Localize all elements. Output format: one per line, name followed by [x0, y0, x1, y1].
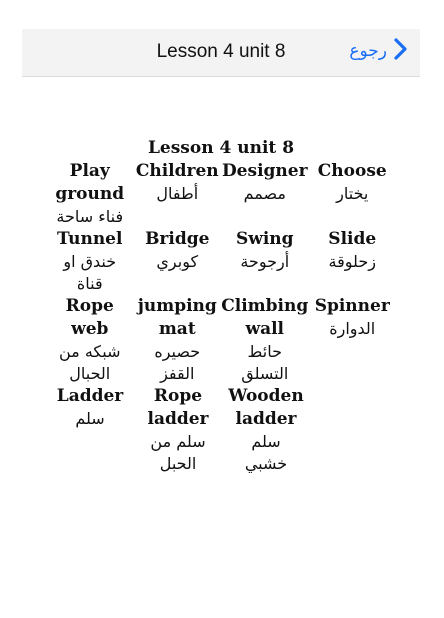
- content-title: Lesson 4 unit 8: [147, 138, 295, 158]
- english-word: [309, 295, 397, 318]
- vocabulary-grid: [46, 160, 396, 475]
- arabic-word-line: سلم: [75, 409, 105, 428]
- arabic-word-line: خشبي: [244, 454, 288, 473]
- arabic-word-line: القفز: [160, 364, 195, 383]
- arabic-word-line: قناة: [76, 274, 103, 293]
- english-word: [221, 295, 309, 341]
- vocab-cell: [221, 228, 309, 295]
- english-word: [134, 228, 222, 251]
- arabic-word-line: كوبري: [156, 252, 199, 271]
- english-word-line: Tunnel: [57, 229, 123, 249]
- vocab-cell: [221, 160, 309, 228]
- vocab-cell: [134, 385, 222, 475]
- english-word-line: wall: [245, 319, 285, 339]
- english-word-line: Ladder: [56, 386, 124, 406]
- english-word-line: Designer: [221, 161, 308, 181]
- arabic-word: [46, 206, 134, 228]
- arabic-word: [221, 251, 309, 273]
- english-word: [46, 295, 134, 341]
- arabic-word-line: زحلوقة: [328, 252, 376, 271]
- english-word-line: ground: [55, 184, 125, 204]
- english-word: [46, 228, 134, 251]
- arabic-word-line: مصمم: [243, 184, 286, 203]
- arabic-word-line: سلم: [251, 432, 281, 451]
- arabic-word-line: أطفال: [156, 184, 199, 203]
- english-word: [309, 160, 397, 183]
- vocab-cell: [134, 295, 222, 385]
- english-word-line: Bridge: [145, 229, 210, 249]
- english-word: [221, 228, 309, 251]
- arabic-word: [46, 251, 134, 295]
- back-button[interactable]: [349, 37, 408, 65]
- arabic-word: [134, 183, 222, 205]
- english-word-line: mat: [158, 319, 196, 339]
- vocab-cell: [46, 160, 134, 228]
- arabic-word-line: التسلق: [241, 364, 289, 383]
- english-word-line: Climbing: [221, 296, 309, 316]
- lesson-content: [46, 138, 396, 475]
- english-word-line: Play: [69, 161, 110, 181]
- arabic-word-line: شبكه من: [59, 342, 121, 361]
- arabic-word-line: يختار: [336, 184, 369, 203]
- arabic-word-line: سلم من: [150, 432, 206, 451]
- english-word-line: Swing: [235, 229, 294, 249]
- arabic-word-line: الحبال: [69, 364, 111, 383]
- arabic-word: [134, 341, 222, 385]
- vocab-cell: [222, 385, 310, 475]
- arabic-word: [309, 318, 397, 340]
- english-word: [222, 385, 310, 431]
- arabic-word: [221, 183, 309, 205]
- english-word-line: jumping: [137, 296, 217, 316]
- english-word-line: Children: [135, 161, 219, 181]
- vocab-row: [46, 228, 396, 295]
- vocab-cell: [134, 160, 222, 228]
- english-word-line: ladder: [235, 409, 297, 429]
- arabic-word: [309, 251, 397, 273]
- arabic-word-line: حائط: [247, 342, 282, 361]
- vocab-cell: [46, 228, 134, 295]
- arabic-word-line: الدوارة: [329, 319, 376, 338]
- arabic-word: [46, 408, 134, 430]
- navigation-bar: [22, 29, 420, 77]
- english-word: [46, 385, 134, 408]
- vocab-cell: [46, 295, 134, 385]
- english-word: [134, 385, 222, 431]
- arabic-word: [134, 251, 222, 273]
- vocab-cell: [46, 385, 134, 475]
- arabic-word-line: الحبل: [159, 454, 197, 473]
- english-word: [134, 160, 222, 183]
- english-word: [221, 160, 309, 183]
- arabic-word-line: خندق او: [63, 252, 117, 271]
- arabic-word-line: أرجوحة: [240, 252, 290, 271]
- english-word-line: Rope web: [65, 296, 114, 339]
- english-word-line: Spinner: [314, 296, 390, 316]
- chevron-right-icon: [393, 37, 408, 65]
- vocab-cell: [134, 228, 222, 295]
- english-word-line: ladder: [147, 409, 209, 429]
- english-word-line: Slide: [328, 229, 377, 249]
- english-word: [46, 160, 134, 206]
- english-word-line: Wooden: [228, 386, 304, 406]
- arabic-word-line: فناء ساحة: [56, 207, 124, 226]
- vocab-cell: [309, 295, 397, 385]
- vocab-cell: [309, 160, 397, 228]
- english-word: [134, 295, 222, 341]
- arabic-word: [309, 183, 397, 205]
- arabic-word: [46, 341, 134, 385]
- vocab-cell: [309, 228, 397, 295]
- arabic-word: [134, 431, 222, 475]
- arabic-word-line: حصيره: [154, 342, 201, 361]
- arabic-word: [221, 341, 309, 385]
- english-word-line: Rope: [153, 386, 203, 406]
- english-word-line: Choose: [317, 161, 387, 181]
- english-word: [309, 228, 397, 251]
- back-label: رجوع: [349, 41, 387, 61]
- nav-title: Lesson 4 unit 8: [156, 41, 286, 62]
- vocab-row: [46, 295, 396, 385]
- vocab-row: [46, 385, 396, 475]
- arabic-word: [222, 431, 310, 475]
- vocab-row: [46, 160, 396, 228]
- vocab-cell: [221, 295, 309, 385]
